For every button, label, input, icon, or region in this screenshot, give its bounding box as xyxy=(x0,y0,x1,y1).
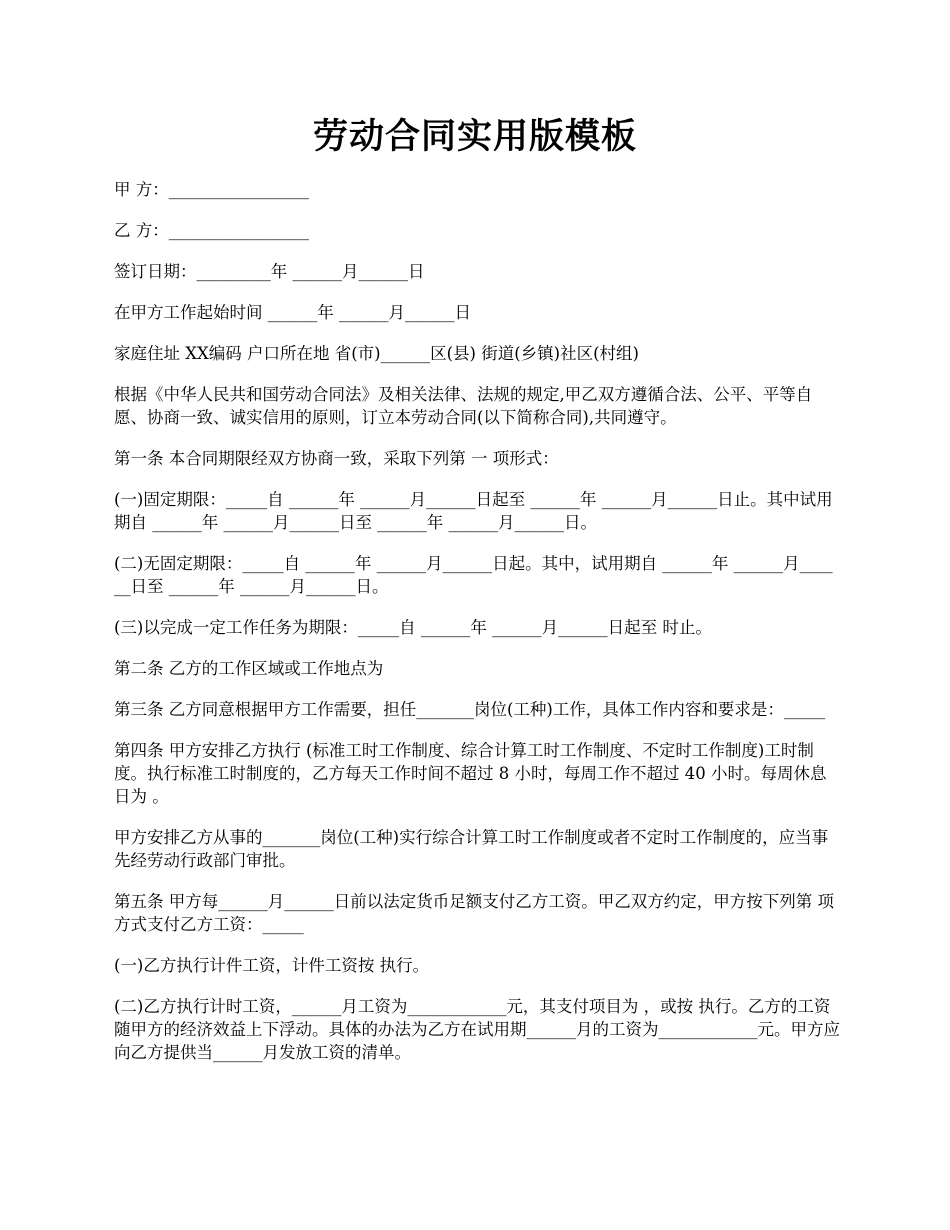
document-body xyxy=(114,178,840,1082)
working-hours-approval-paragraph: 甲方安排乙方从事的_______岗位(工种)实行综合计算工时工作制度或者不定时工作制度的，应当事先经劳动行政部门审批。 xyxy=(114,828,829,870)
address-line: 家庭住址 XX编码 户口所在地 省(市)______区(县) 街道(乡镇)社区(村组) xyxy=(114,344,639,363)
task-term-paragraph: (三)以完成一定工作任务为期限：_____自 ______年 ______月______日起至 时止。 xyxy=(114,618,712,637)
fixed-term-paragraph: (一)固定期限：_____自 ______年 ______月______日起至 ______年 ______月______日止。其中试用期自 ______年 ______月______日至 ______年 ______月______日。 xyxy=(114,490,833,532)
document-title: 劳动合同实用版模板 xyxy=(312,116,637,157)
open-term-paragraph: (二)无固定期限：_____自 ______年 ______月______日起。其中，试用期自 ______年 ______月______日至 ______年 ______月______日。 xyxy=(114,554,833,596)
article-3-paragraph: 第三条 乙方同意根据甲方工作需要，担任_______岗位(工种)工作，具体工作内容和要求是：_____ xyxy=(114,700,826,719)
party-b-line: 乙 方：_________________ xyxy=(114,221,309,240)
signing-date-line: 签订日期：_________年 ______月______日 xyxy=(114,262,425,281)
piece-rate-paragraph: (一)乙方执行计件工资，计件工资按 执行。 xyxy=(114,956,430,975)
article-4-paragraph: 第四条 甲方安排乙方执行 (标准工时工作制度、综合计算工时工作制度、不定时工作制度)工时制度。执行标准工时制度的，乙方每天工作时间不超过 8 小时，每周工作不超过 40 小时。每周休息日为 。 xyxy=(114,741,827,806)
article-1-paragraph: 第一条 本合同期限经双方协商一致，采取下列第 一 项形式： xyxy=(114,449,559,468)
preamble-paragraph: 根据《中华人民共和国劳动合同法》及相关法律、法规的规定,甲乙双方遵循合法、公平、平等自愿、协商一致、诚实信用的原则，订立本劳动合同(以下简称合同),共同遵守。 xyxy=(114,385,813,427)
start-date-line: 在甲方工作起始时间 ______年 ______月______日 xyxy=(114,303,471,322)
article-5-paragraph: 第五条 甲方每______月______日前以法定货币足额支付乙方工资。甲乙双方约定，甲方按下列第 项方式支付乙方工资：_____ xyxy=(114,892,834,934)
article-2-paragraph: 第二条 乙方的工作区域或工作地点为 xyxy=(114,659,384,678)
party-a-line: 甲 方：_________________ xyxy=(114,180,309,199)
time-rate-paragraph: (二)乙方执行计时工资，______月工资为____________元，其支付项目为 ，或按 执行。乙方的工资随甲方的经济效益上下浮动。具体的办法为乙方在试用期______月的工资为____________元。甲方应向乙方提供当______月发放工资的清单。 xyxy=(114,997,840,1062)
